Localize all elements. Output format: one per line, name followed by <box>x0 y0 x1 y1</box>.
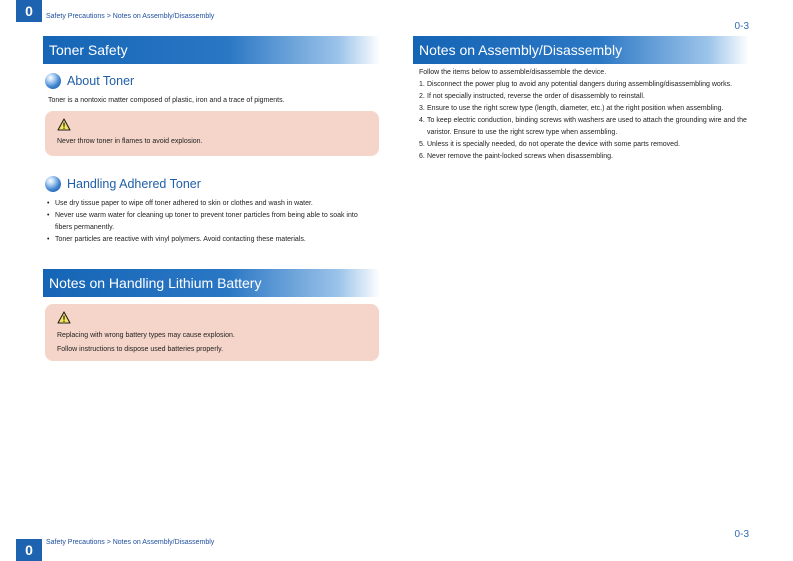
warning-text: Follow instructions to dispose used batteries properly. <box>57 346 224 353</box>
list-item: 2. If not specially instructed, reverse the order of disassembly to reinstall. <box>419 93 645 100</box>
subsection-handling-adhered-toner <box>45 176 201 192</box>
footer-page-number: 0-3 <box>734 529 749 540</box>
assembly-intro: Follow the items below to assemble/disassemble the device. <box>419 69 607 76</box>
section-title-lithium-battery: Notes on Handling Lithium Battery <box>43 269 380 297</box>
chapter-tab[interactable]: 0 <box>16 0 42 22</box>
list-item: 1. Disconnect the power plug to avoid any potential dangers during assembling/disassembling works. <box>419 81 733 88</box>
adhered-toner-list <box>45 198 375 246</box>
section-ball-icon <box>45 176 61 192</box>
breadcrumb[interactable]: Safety Precautions > Notes on Assembly/Disassembly <box>46 13 215 20</box>
section-ball-icon <box>45 73 61 89</box>
list-item: 4. To keep electric conduction, binding screws with washers are used to attach the grounding wire and the varistor. Ensure to use the right screw type when assembling. <box>419 117 747 136</box>
list-item: • Use dry tissue paper to wipe off toner adhered to skin or clothes and wash in water. <box>45 198 375 210</box>
footer-chapter-tab[interactable]: 0 <box>16 539 42 561</box>
section-title-toner-safety: Toner Safety <box>43 36 380 64</box>
list-item: 6. Never remove the paint-locked screws when disassembling. <box>419 153 613 160</box>
assembly-content <box>419 67 753 163</box>
warning-text: Replacing with wrong battery types may cause explosion. <box>57 332 235 339</box>
warning-text: Never throw toner in flames to avoid explosion. <box>57 138 203 145</box>
subsection-title: Handling Adhered Toner <box>67 177 201 191</box>
footer-breadcrumb[interactable]: Safety Precautions > Notes on Assembly/Disassembly <box>46 539 215 546</box>
warning-box-lithium <box>45 304 379 361</box>
subsection-about-toner <box>45 73 134 89</box>
page-number: 0-3 <box>734 21 749 32</box>
list-item: 5. Unless it is specially needed, do not operate the device with some parts removed. <box>419 141 680 148</box>
list-item: • Never use warm water for cleaning up toner to prevent toner particles from being able to soak into fibers permanently. <box>45 210 375 234</box>
list-item: 3. Ensure to use the right screw type (length, diameter, etc.) at the right position when assembling. <box>419 105 724 112</box>
warning-triangle-icon <box>57 311 71 324</box>
section-title-assembly: Notes on Assembly/Disassembly <box>413 36 749 64</box>
warning-box-toner <box>45 111 379 156</box>
warning-triangle-icon <box>57 118 71 131</box>
list-item: • Toner particles are reactive with vinyl polymers. Avoid contacting these materials. <box>45 234 375 246</box>
about-toner-text: Toner is a nontoxic matter composed of plastic, iron and a trace of pigments. <box>48 97 285 104</box>
subsection-title: About Toner <box>67 74 135 88</box>
